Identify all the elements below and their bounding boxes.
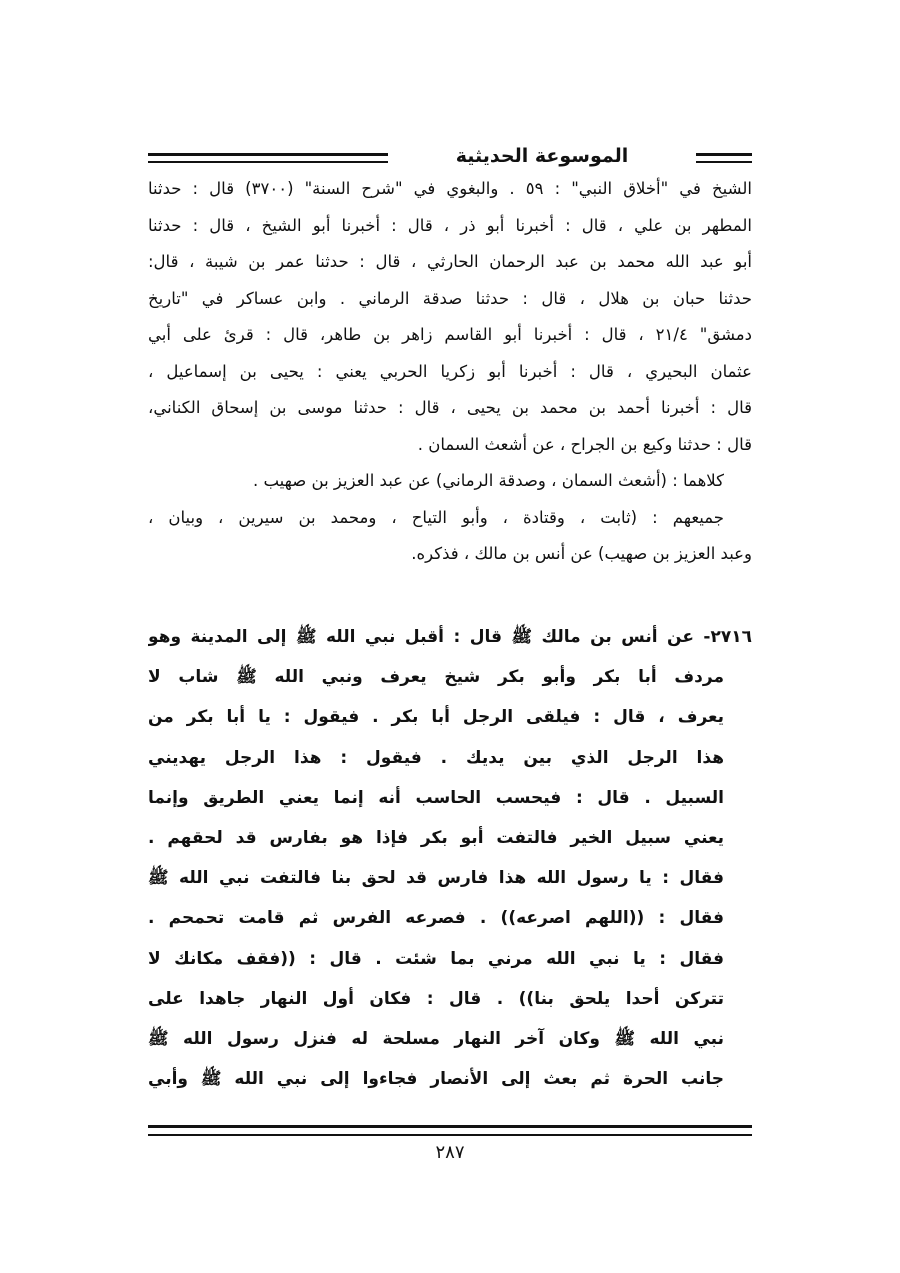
hadith-text: [148, 617, 752, 1099]
header-rule-left: [148, 153, 388, 163]
footnote-paragraph: [148, 171, 752, 573]
hadith-line: يعرف ، قال : فيلقى الرجل أبا بكر . فيقول : يا أبا بكر من: [148, 707, 724, 728]
hadith-line: السبيل . قال : فيحسب الحاسب أنه إنما يعني الطريق وإنما: [148, 787, 724, 808]
header-rule-right: [696, 153, 752, 163]
hadith-line: تتركن أحدا يلحق بنا)) . قال : فكان أول النهار جاهدا على: [148, 988, 724, 1009]
footer-rule: [148, 1125, 752, 1136]
text-line: عثمان البحيري ، قال : أخبرنا أبو زكريا الحربي يعني : يحيى بن إسماعيل ،: [148, 361, 752, 381]
hadith-line: فقال : يا نبي الله مرني بما شئت . قال : ((فقف مكانك لا: [148, 948, 724, 969]
hadith-line: فقال : يا رسول الله هذا فارس قد لحق بنا فالتفت نبي الله ﷺ: [148, 868, 724, 889]
text-line: حدثنا حبان بن هلال ، قال : حدثنا صدقة الرماني . وابن عساكر في "تاريخ: [148, 288, 752, 308]
running-header: [148, 143, 752, 173]
page-number: ٢٨٧: [435, 1142, 465, 1163]
text-line: المطهر بن علي ، قال : أخبرنا أبو ذر ، قال : أخبرنا أبو الشيخ ، قال : حدثنا: [148, 215, 752, 235]
hadith-line: جانب الحرة ثم بعث إلى الأنصار فجاءوا إلى نبي الله ﷺ وأبي: [148, 1069, 724, 1090]
text-line: قال : أخبرنا أحمد بن محمد بن يحيى ، قال : حدثنا موسى بن إسحاق الكناني،: [148, 398, 752, 417]
text-line: قال : حدثنا وكيع بن الجراح ، عن أشعث السمان .: [417, 434, 752, 454]
hadith-line: ٢٧١٦- عن أنس بن مالك ﷺ قال : أقبل نبي الله ﷺ إلى المدينة وهو: [148, 627, 752, 647]
text-line: جميعهم : (ثابت ، وقتادة ، وأبو التياح ، ومحمد بن سيرين ، وبيان ،: [148, 507, 724, 527]
header-title: الموسوعة الحديثية: [455, 145, 629, 167]
text-line: الشيخ في "أخلاق النبي" : ٥٩ . والبغوي في "شرح السنة" (٣٧٠٠) قال : حدثنا: [148, 179, 752, 198]
hadith-line: مردف أبا بكر وأبو بكر شيخ يعرف ونبي الله ﷺ شاب لا: [148, 667, 724, 688]
text-line: كلاهما : (أشعث السمان ، وصدقة الرماني) عن عبد العزيز بن صهيب .: [252, 471, 724, 490]
hadith-line: يعني سبيل الخير فالتفت أبو بكر فإذا هو بفارس قد لحقهم .: [148, 827, 724, 848]
hadith-line: نبي الله ﷺ وكان آخر النهار مسلحة له فنزل رسول الله ﷺ: [148, 1028, 724, 1049]
hadith-line: فقال : ((اللهم اصرعه)) . فصرعه الفرس ثم قامت تحمحم .: [148, 908, 724, 929]
text-line: دمشق" ٢١/٤ ، قال : أخبرنا أبو القاسم زاهر بن طاهر، قال : قرئ على أبي: [148, 325, 752, 344]
hadith-line: هذا الرجل الذي بين يديك . فيقول : هذا الرجل يهديني: [148, 747, 724, 768]
text-line: وعبد العزيز بن صهيب) عن أنس بن مالك ، فذكره.: [411, 544, 752, 563]
text-line: أبو عبد الله محمد بن عبد الرحمان الحارثي ، قال : حدثنا عمر بن شيبة ، قال:: [148, 252, 752, 271]
